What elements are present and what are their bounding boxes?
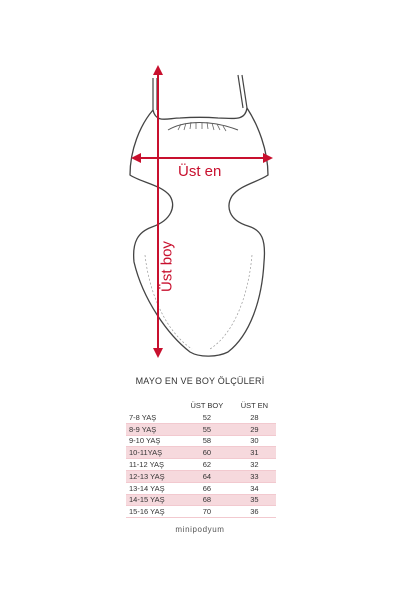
boy-cell: 70 xyxy=(181,506,233,518)
size-chart-title: MAYO EN VE BOY ÖLÇÜLERİ xyxy=(135,376,265,386)
en-cell: 30 xyxy=(233,435,276,447)
boy-cell: 60 xyxy=(181,447,233,459)
boy-cell: 64 xyxy=(181,470,233,482)
header-ust-boy: ÜST BOY xyxy=(190,400,224,410)
boy-cell: 58 xyxy=(181,435,233,447)
en-cell: 32 xyxy=(233,459,276,471)
table-row xyxy=(126,423,276,435)
age-cell: 10-11YAŞ xyxy=(126,447,181,459)
table-row xyxy=(126,506,276,518)
table-row xyxy=(126,482,276,494)
boy-cell: 68 xyxy=(181,494,233,506)
width-label: Üst en xyxy=(178,163,222,180)
header-age xyxy=(126,398,181,412)
age-cell: 13-14 YAŞ xyxy=(126,482,181,494)
height-label: Üst boy xyxy=(158,241,176,292)
age-cell: 11-12 YAŞ xyxy=(126,459,181,471)
en-cell: 34 xyxy=(233,482,276,494)
header-ust-en: ÜST EN xyxy=(240,400,269,410)
age-cell: 7-8 YAŞ xyxy=(126,412,181,423)
en-cell: 35 xyxy=(233,494,276,506)
age-cell: 15-16 YAŞ xyxy=(126,506,181,518)
en-cell: 28 xyxy=(233,412,276,423)
en-cell: 31 xyxy=(233,447,276,459)
table-row xyxy=(126,470,276,482)
table-header-row xyxy=(126,398,276,412)
boy-cell: 52 xyxy=(181,412,233,423)
age-cell: 12-13 YAŞ xyxy=(126,470,181,482)
age-cell: 8-9 YAŞ xyxy=(126,423,181,435)
brand-logo: minipodyum xyxy=(175,525,225,534)
en-cell: 29 xyxy=(233,423,276,435)
boy-cell: 62 xyxy=(181,459,233,471)
boy-cell: 55 xyxy=(181,423,233,435)
boy-cell: 66 xyxy=(181,482,233,494)
table-row xyxy=(126,447,276,459)
table-row xyxy=(126,435,276,447)
swimsuit-outline xyxy=(130,108,268,356)
age-cell: 9-10 YAŞ xyxy=(126,435,181,447)
table-row xyxy=(126,459,276,471)
age-cell: 14-15 YAŞ xyxy=(126,494,181,506)
en-cell: 36 xyxy=(233,506,276,518)
table-row xyxy=(126,494,276,506)
table-row xyxy=(126,412,276,423)
en-cell: 33 xyxy=(233,470,276,482)
size-table xyxy=(126,398,276,518)
